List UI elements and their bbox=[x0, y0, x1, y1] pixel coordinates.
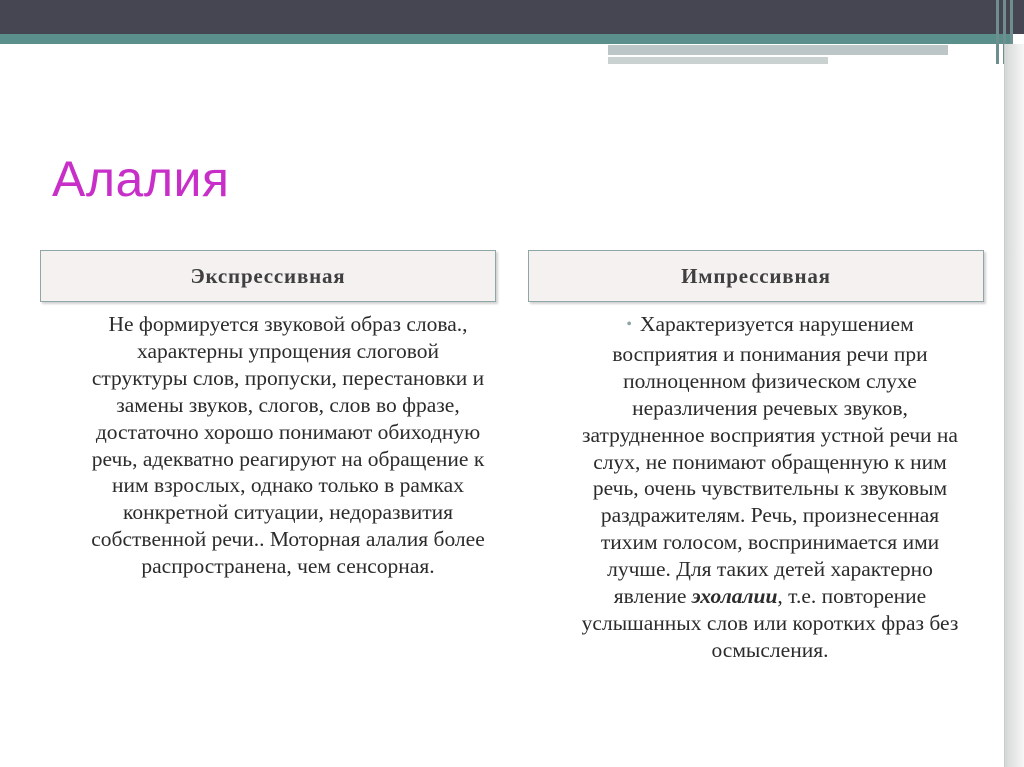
emphasis-term: эхолалии bbox=[691, 584, 778, 609]
grey-accent-band bbox=[608, 45, 948, 55]
teal-accent-band bbox=[0, 34, 1010, 44]
left-column-header: Экспрессивная bbox=[40, 250, 496, 302]
page-shadow bbox=[1005, 44, 1024, 767]
top-dark-bar bbox=[0, 0, 1024, 34]
right-text-before: Характеризуется нарушением восприятия и понимания речи при полноценном физическом слухе неразличения речевых звуков, затрудненное восприятия устной речи на слух, не понимают обращенную к ним речь, очень чувствительны к звуковым раздражителям. Речь, произнесенная тихим голосом, воспринимается ими лучше. Для таких детей характерно явление bbox=[582, 312, 958, 609]
vertical-stripe bbox=[996, 0, 999, 64]
right-column-text bbox=[572, 311, 968, 664]
left-column-text: Не формируется звуковой образ слова., характерны упрощения слоговой структуры слов, пропуски, перестановки и замены звуков, слогов, слов во фразе, достаточно хорошо понимают обиходную речь, адекватно реагируют на обращение к ним взрослых, однако только в рамках конкретной ситуации, недоразвития собственной речи.. Моторная алалия более распространена, чем сенсорная. bbox=[91, 312, 485, 579]
slide-title: Алалия bbox=[52, 151, 230, 207]
right-text-after: , т.е. повторение услышанных слов или коротких фраз без осмысления. bbox=[581, 584, 959, 662]
bullet-icon: • bbox=[626, 316, 632, 333]
right-column-header: Импрессивная bbox=[528, 250, 984, 302]
grey-accent-band-thin bbox=[608, 57, 828, 64]
